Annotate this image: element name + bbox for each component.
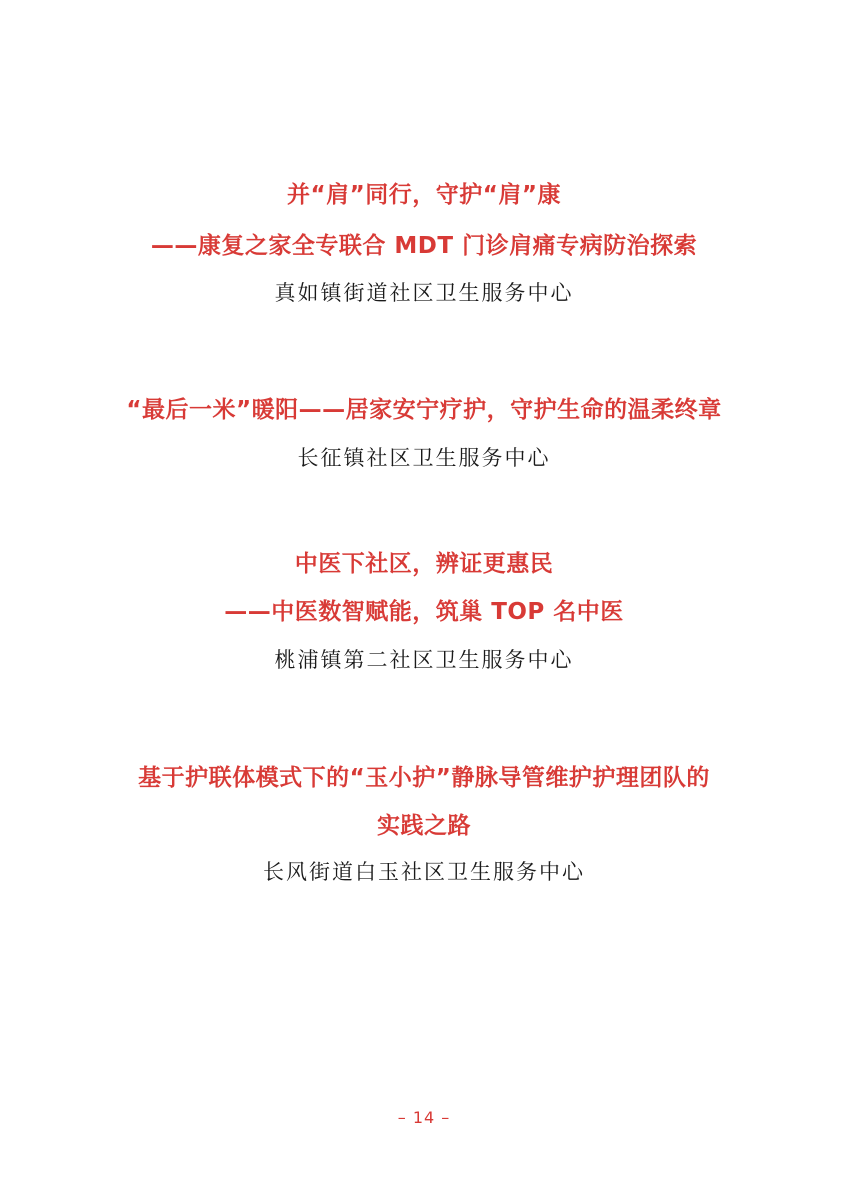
entry-3-title-line-2: ——中医数智赋能，筑巢 TOP 名中医 bbox=[224, 599, 624, 625]
entry-1-organization: 真如镇街道社区卫生服务中心 bbox=[274, 281, 574, 305]
entry-4-organization: 长风街道白玉社区卫生服务中心 bbox=[263, 860, 585, 884]
entry-2-title-line-1: “最后一米”暖阳——居家安宁疗护，守护生命的温柔终章 bbox=[126, 397, 722, 423]
entry-4-title-line-2: 实践之路 bbox=[377, 813, 471, 839]
entry-4-title-line-1: 基于护联体模式下的“玉小护”静脉导管维护护理团队的 bbox=[138, 765, 710, 791]
entry-1-title-line-1: 并“肩”同行，守护“肩”康 bbox=[287, 182, 561, 208]
entry-2-organization: 长征镇社区卫生服务中心 bbox=[297, 446, 551, 470]
entry-3-organization: 桃浦镇第二社区卫生服务中心 bbox=[274, 648, 574, 672]
entry-1-title-line-2: ——康复之家全专联合 MDT 门诊肩痛专病防治探索 bbox=[150, 233, 698, 259]
page-number: – 14 – bbox=[397, 1108, 451, 1127]
entry-3-title-line-1: 中医下社区，辨证更惠民 bbox=[294, 551, 554, 577]
